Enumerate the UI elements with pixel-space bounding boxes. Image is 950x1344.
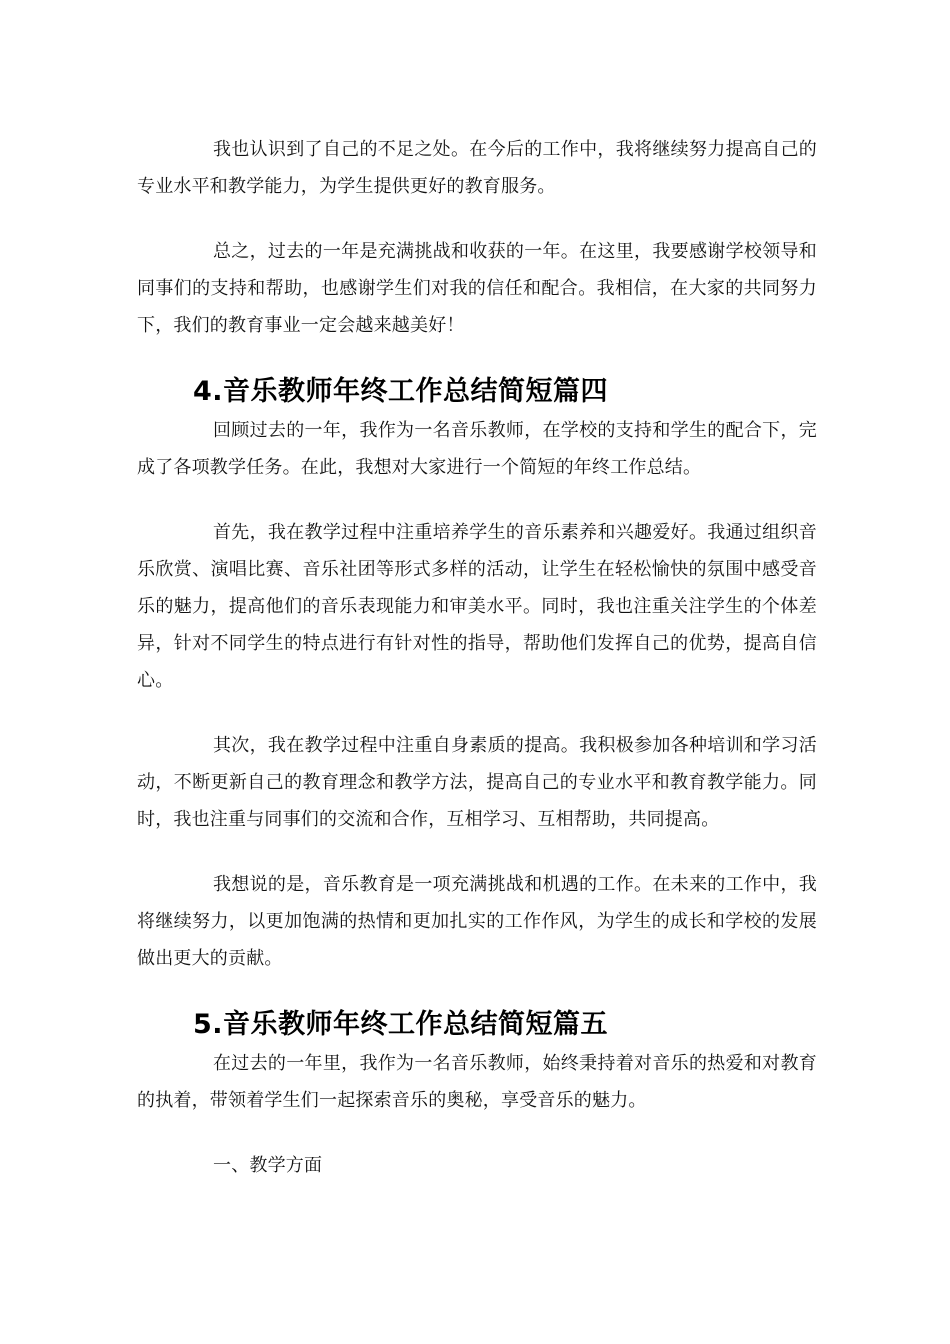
paragraph-intro-5: 在过去的一年里，我作为一名音乐教师，始终秉持着对音乐的热爱和对教育的执着，带领着学生们一起探索音乐的奥秘，享受音乐的魅力。: [137, 1053, 817, 1111]
paragraph-review: 回顾过去的一年，我作为一名音乐教师，在学校的支持和学生的配合下，完成了各项教学任务。在此，我想对大家进行一个简短的年终工作总结。: [137, 420, 817, 478]
section-heading-4: 4.音乐教师年终工作总结简短篇四: [193, 376, 609, 407]
document-body: [137, 131, 817, 1184]
paragraph-conclusion: 总之，过去的一年是充满挑战和收获的一年。在这里，我要感谢学校领导和同事们的支持和帮助，也感谢学生们对我的信任和配合。我相信，在大家的共同努力下，我们的教育事业一定会越来越美好！: [137, 241, 817, 336]
paragraph-closing: 我想说的是，音乐教育是一项充满挑战和机遇的工作。在未来的工作中，我将继续努力，以更加饱满的热情和更加扎实的工作作风，为学生的成长和学校的发展做出更大的贡献。: [137, 874, 817, 969]
subheading-teaching: 一、教学方面: [213, 1155, 323, 1176]
section-heading-5: 5.音乐教师年终工作总结简短篇五: [193, 1009, 609, 1040]
paragraph-shortcomings: 我也认识到了自己的不足之处。在今后的工作中，我将继续努力提高自己的专业水平和教学能力，为学生提供更好的教育服务。: [137, 139, 817, 197]
paragraph-first: 首先，我在教学过程中注重培养学生的音乐素养和兴趣爱好。我通过组织音乐欣赏、演唱比赛、音乐社团等形式多样的活动，让学生在轻松愉快的氛围中感受音乐的魅力，提高他们的音乐表现能力和审美水平。同时，我也注重关注学生的个体差异，针对不同学生的特点进行有针对性的指导，帮助他们发挥自己的优势，提高自信心。: [137, 522, 817, 691]
paragraph-second: 其次，我在教学过程中注重自身素质的提高。我积极参加各种培训和学习活动，不断更新自己的教育理念和教学方法，提高自己的专业水平和教育教学能力。同时，我也注重与同事们的交流和合作，互相学习、互相帮助，共同提高。: [137, 735, 817, 830]
